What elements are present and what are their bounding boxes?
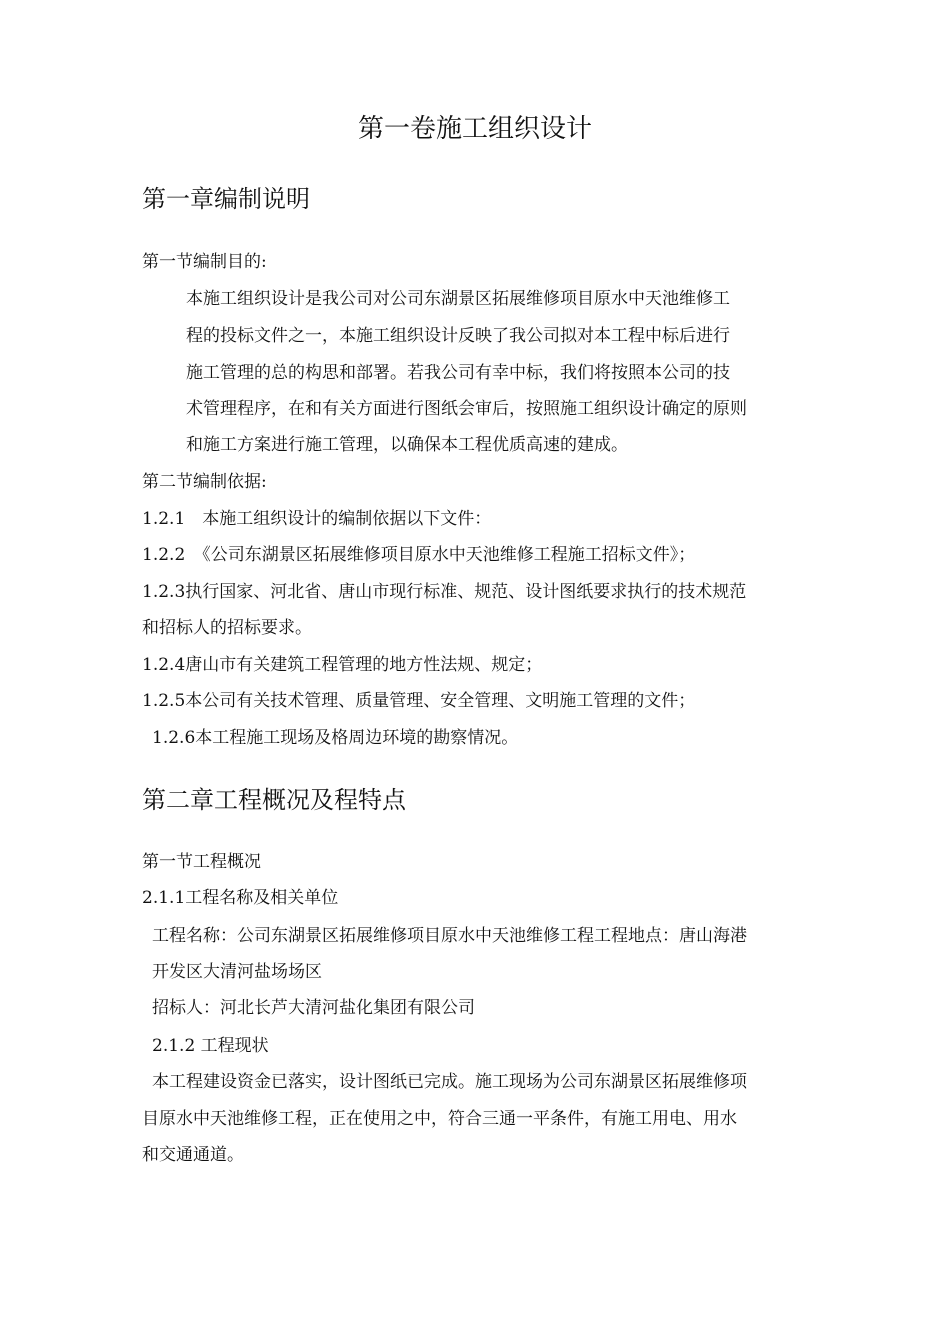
list-item: 1.2.1 本施工组织设计的编制依据以下文件： — [142, 509, 492, 529]
document-title: 第一卷施工组织设计 — [357, 114, 592, 144]
overview-line: 2.1.2 工程现状 — [152, 1036, 269, 1056]
paragraph-line: 术管理程序，在和有关方面进行图纸会审后，按照施工组织设计确定的原则 — [186, 399, 747, 419]
chapter-1-section-2-heading: 第二节编制依据: — [142, 472, 267, 492]
overview-line: 工程名称：公司东湖景区拓展维修项目原水中天池维修工程工程地点：唐山海港 — [152, 926, 747, 946]
overview-line: 2.1.1工程名称及相关单位 — [142, 888, 339, 908]
list-item: 1.2.4唐山市有关建筑工程管理的地方性法规、规定； — [142, 655, 543, 675]
paragraph-line: 和施工方案进行施工管理，以确保本工程优质高速的建成。 — [186, 435, 628, 455]
chapter-1-heading: 第一章编制说明 — [142, 185, 310, 213]
overview-line: 本工程建设资金已落实，设计图纸已完成。施工现场为公司东湖景区拓展维修项 — [152, 1072, 747, 1092]
overview-line: 目原水中天池维修工程，正在使用之中，符合三通一平条件，有施工用电、用水 — [142, 1109, 737, 1129]
overview-line: 和交通通道。 — [142, 1145, 244, 1165]
paragraph-line: 施工管理的总的构思和部署。若我公司有幸中标，我们将按照本公司的技 — [186, 363, 730, 383]
paragraph-line: 程的投标文件之一，本施工组织设计反映了我公司拟对本工程中标后进行 — [186, 326, 730, 346]
list-item: 1.2.6本工程施工现场及格周边环境的勘察情况。 — [152, 728, 519, 748]
chapter-2-heading: 第二章工程概况及程特点 — [142, 786, 406, 814]
chapter-1-section-1-heading: 第一节编制目的: — [142, 252, 267, 272]
list-item: 1.2.2 《公司东湖景区拓展维修项目原水中天池维修工程施工招标文件》； — [142, 545, 696, 565]
chapter-2-section-1-heading: 第一节工程概况 — [142, 852, 261, 872]
list-item: 1.2.3执行国家、河北省、唐山市现行标准、规范、设计图纸要求执行的技术规范 — [142, 582, 747, 602]
list-item: 1.2.5本公司有关技术管理、质量管理、安全管理、文明施工管理的文件； — [142, 691, 696, 711]
overview-line: 开发区大清河盐场场区 — [152, 962, 322, 982]
paragraph-line: 本施工组织设计是我公司对公司东湖景区拓展维修项目原水中天池维修工 — [186, 289, 730, 309]
overview-line: 招标人：河北长芦大清河盐化集团有限公司 — [152, 998, 475, 1018]
list-item: 和招标人的招标要求。 — [142, 618, 312, 638]
